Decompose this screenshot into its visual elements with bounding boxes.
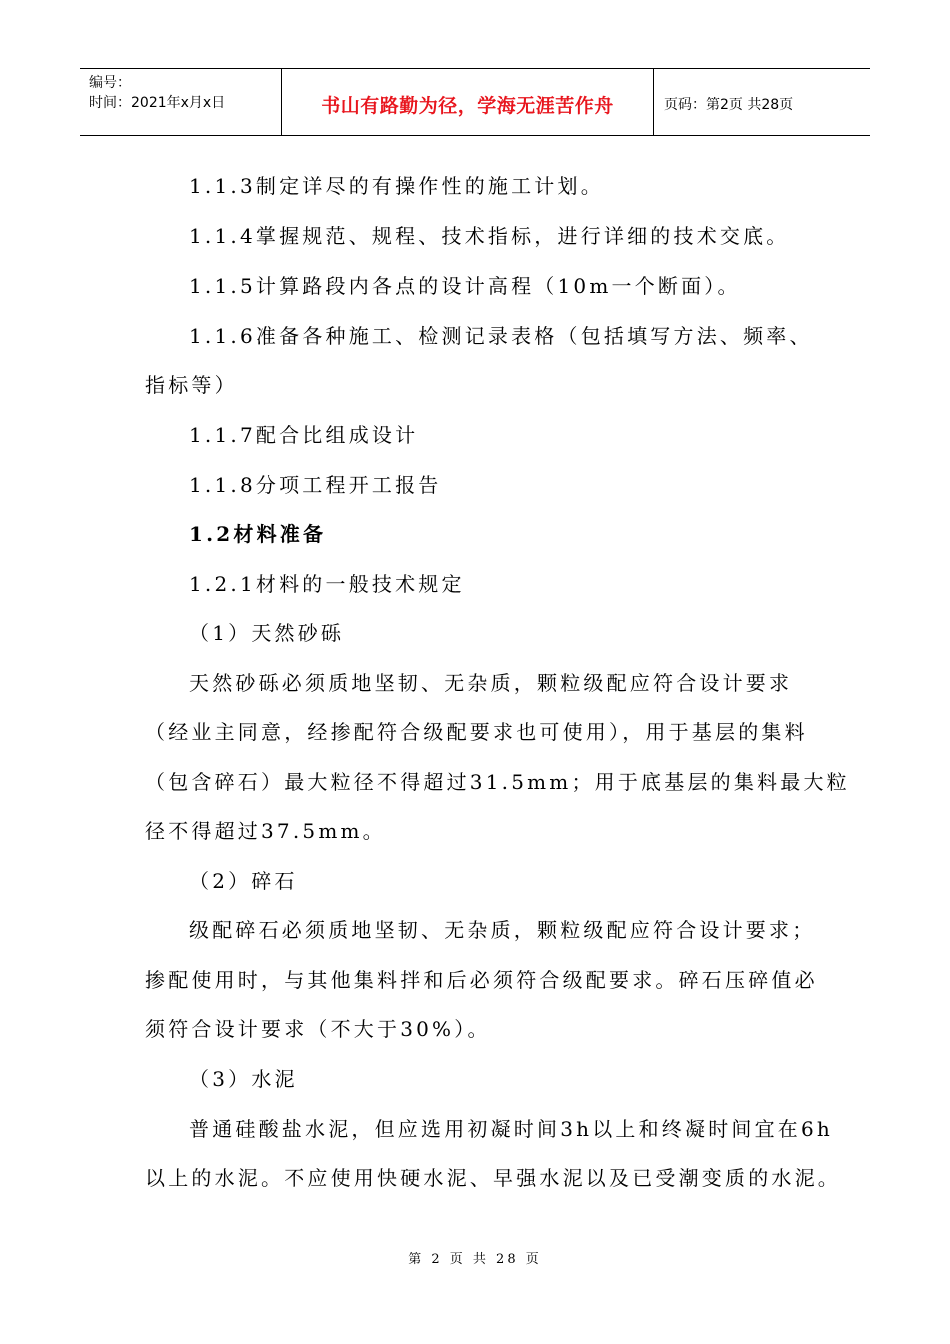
page-footer: 第 2 页 共 28 页 (408, 1252, 542, 1267)
item-1-1-5: 1.1.5计算路段内各点的设计高程（10m一个断面）。 (189, 274, 741, 298)
header-motto-cell (282, 69, 654, 135)
document-time-label: 时间：2021年x月x日 (89, 95, 226, 111)
paragraph-line: 天然砂砾必须质地坚韧、无杂质，颗粒级配应符合设计要求 (189, 671, 793, 695)
subheading-natural-gravel: （1）天然砂砾 (189, 621, 345, 645)
item-1-2-1: 1.2.1材料的一般技术规定 (189, 572, 465, 596)
subheading-cement: （3）水泥 (189, 1067, 298, 1091)
paragraph-line: 径不得超过37.5mm。 (145, 819, 386, 843)
item-1-1-8: 1.1.8分项工程开工报告 (189, 473, 442, 497)
header-info-cell (80, 69, 282, 135)
paragraph-line: （经业主同意，经掺配符合级配要求也可使用），用于基层的集料 (145, 720, 808, 744)
header-page-cell (654, 69, 870, 135)
item-1-1-6-continued: 指标等） (145, 373, 238, 397)
paragraph-line: 级配碎石必须质地坚韧、无杂质，颗粒级配应符合设计要求； (189, 918, 816, 942)
item-1-1-6: 1.1.6准备各种施工、检测记录表格（包括填写方法、频率、 (189, 324, 813, 348)
document-number-label: 编号： (89, 75, 131, 91)
header-page-label: 页码：第2页 共28页 (664, 97, 794, 113)
subheading-crushed-stone: （2）碎石 (189, 869, 298, 893)
item-1-1-3: 1.1.3制定详尽的有操作性的施工计划。 (189, 174, 604, 198)
item-1-1-7: 1.1.7配合比组成设计 (189, 423, 419, 447)
item-1-1-4: 1.1.4掌握规范、规程、技术指标，进行详细的技术交底。 (189, 224, 790, 248)
paragraph-line: 以上的水泥。不应使用快硬水泥、早强水泥以及已受潮变质的水泥。 (145, 1166, 841, 1190)
header-motto: 书山有路勤为径，学海无涯苦作舟 (321, 94, 614, 117)
page-header (80, 68, 870, 136)
section-heading-1-2: 1.2材料准备 (189, 522, 327, 546)
paragraph-line: 掺配使用时，与其他集料拌和后必须符合级配要求。碎石压碎值必 (145, 968, 818, 992)
paragraph-line: （包含碎石）最大粒径不得超过31.5mm；用于底基层的集料最大粒 (145, 770, 850, 794)
paragraph-line: 须符合设计要求（不大于30%）。 (145, 1017, 491, 1041)
paragraph-line: 普通硅酸盐水泥，但应选用初凝时间3h以上和终凝时间宜在6h (189, 1117, 834, 1141)
